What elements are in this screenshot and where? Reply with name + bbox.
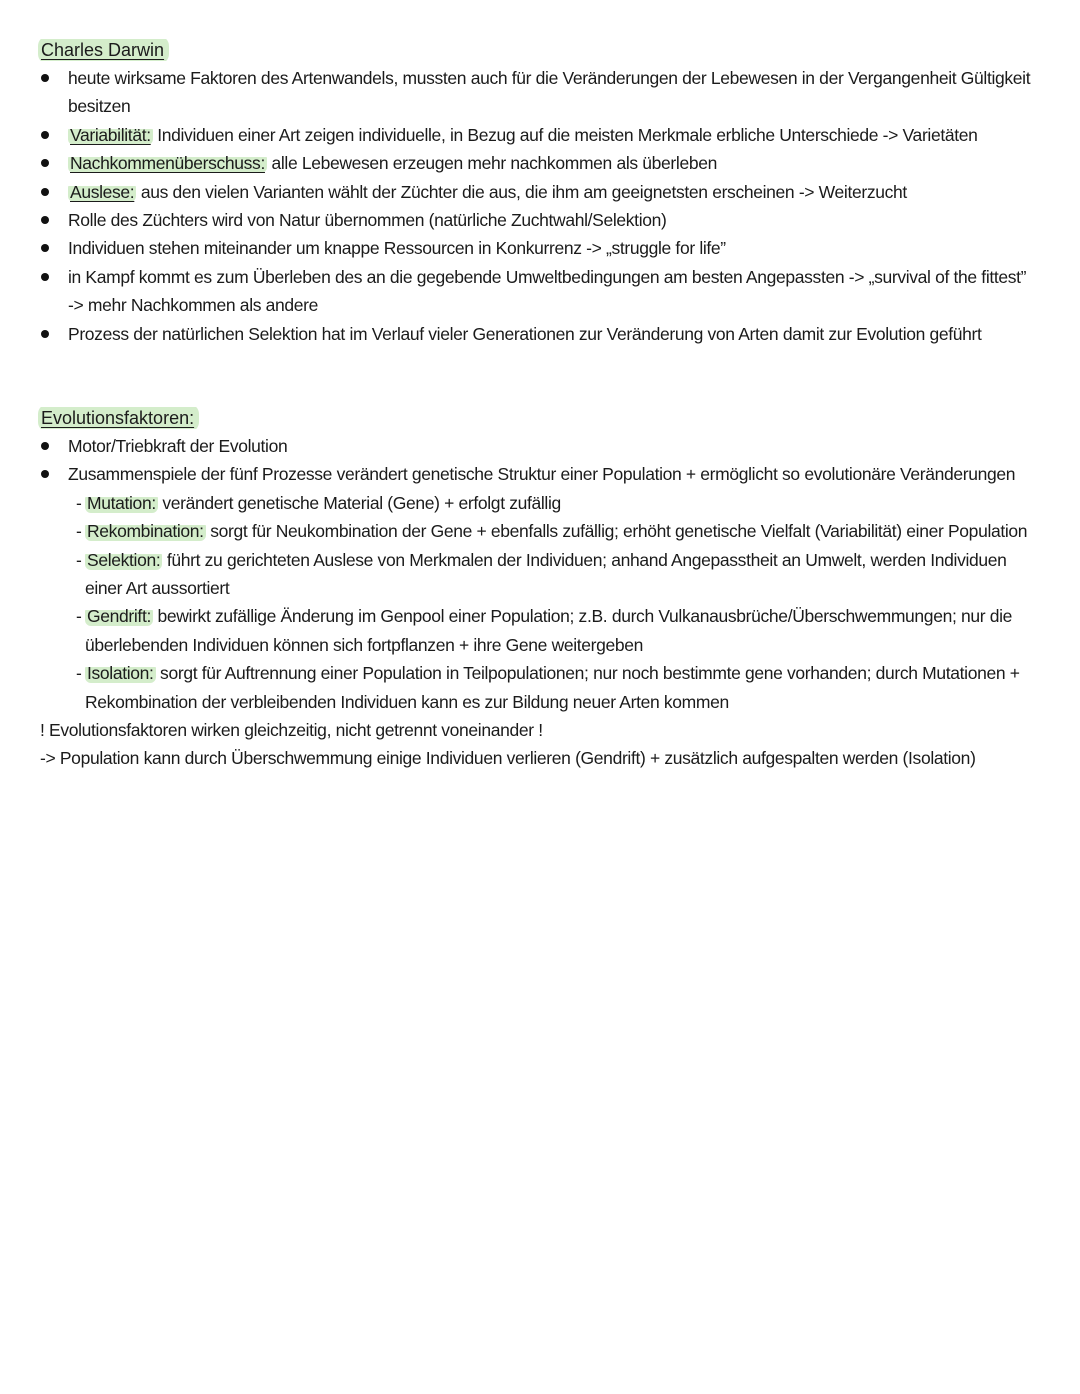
list-item <box>38 234 1048 262</box>
list-item <box>38 64 1048 121</box>
darwin-bullet-list <box>38 64 1048 348</box>
darwin-heading: Charles Darwin <box>38 36 169 64</box>
bullet-icon <box>41 330 49 338</box>
item-text: Individuen einer Art zeigen individuelle, in Bezug auf die meisten Merkmale erbliche Unterschiede -> Varietäten <box>152 124 978 145</box>
bullet-icon <box>41 188 49 196</box>
factor-item-isolation <box>38 659 1048 716</box>
factor-list <box>38 489 1048 716</box>
factor-item-mutation <box>38 489 1048 517</box>
darwin-section <box>38 36 1048 348</box>
dash-marker: - <box>76 521 82 542</box>
factor-term: Selektion: <box>87 549 161 570</box>
item-term: Nachkommenüberschuss: <box>70 153 265 174</box>
factor-text: bewirkt zufällige Änderung im Genpool einer Population; z.B. durch Vulkanausbrüche/Überschwemmungen; nur die überlebenden Individuen können sich fortpflanzen + ihre Gene weitergeben <box>85 606 1013 655</box>
bullet-icon <box>41 442 49 450</box>
factor-text: sorgt für Neukombination der Gene + ebenfalls zufällig; erhöht genetische Vielfalt (Variabilität) einer Population <box>205 521 1028 542</box>
item-text: in Kampf kommt es zum Überleben des an die gegebende Umweltbedingungen am besten Angepassten -> „survival of the fittest” <box>68 266 1027 287</box>
factor-term: Gendrift: <box>87 606 151 627</box>
list-item <box>38 460 1048 488</box>
factor-term: Mutation: <box>87 492 156 513</box>
list-item <box>38 432 1048 460</box>
list-item <box>38 121 1048 149</box>
factor-item-rekombination <box>38 517 1048 545</box>
bullet-icon <box>41 159 49 167</box>
dash-marker: - <box>76 492 82 513</box>
list-item <box>38 320 1048 348</box>
list-item <box>38 149 1048 177</box>
item-text: Individuen stehen miteinander um knappe Ressourcen in Konkurrenz -> „struggle for life” <box>68 238 726 259</box>
list-item <box>38 206 1048 234</box>
item-text: heute wirksame Faktoren des Artenwandels, mussten auch für die Veränderungen der Lebewesen in der Vergangenheit Gültigkeit besitzen <box>68 68 1031 117</box>
dash-marker: - <box>76 549 82 570</box>
item-continuation: -> mehr Nachkommen als andere <box>68 295 319 316</box>
item-term: Variabilität: <box>70 124 151 145</box>
note-example: -> Population kann durch Überschwemmung einige Individuen verlieren (Gendrift) + zusätzlich aufgespalten werden (Isolation) <box>40 748 976 769</box>
dash-marker: - <box>76 606 82 627</box>
factor-text: sorgt für Auftrennung einer Population in Teilpopulationen; nur noch bestimmte gene vorhanden; durch Mutationen + Rekombination der verbleibenden Individuen kann es zur Bildung neuer Arten kommen <box>85 663 1020 712</box>
factor-term: Isolation: <box>87 663 154 684</box>
item-text: Rolle des Züchters wird von Natur übernommen (natürliche Zuchtwahl/Selektion) <box>68 210 667 231</box>
factor-item-selektion <box>38 546 1048 603</box>
factor-text: verändert genetische Material (Gene) + erfolgt zufällig <box>157 492 561 513</box>
bullet-icon <box>41 216 49 224</box>
bullet-icon <box>41 244 49 252</box>
evolution-bullet-list <box>38 432 1048 489</box>
list-item <box>38 263 1048 320</box>
bullet-icon <box>41 74 49 82</box>
list-item <box>38 178 1048 206</box>
item-text: Zusammenspiele der fünf Prozesse verändert genetische Struktur einer Population + ermöglicht so evolutionäre Veränderungen <box>68 464 1016 485</box>
evolution-section <box>38 404 1048 773</box>
item-text: Motor/Triebkraft der Evolution <box>68 436 288 456</box>
item-text: Prozess der natürlichen Selektion hat im Verlauf vieler Generationen zur Veränderung von Arten damit zur Evolution geführt <box>68 323 982 344</box>
factor-term: Rekombination: <box>87 521 204 542</box>
evolution-heading: Evolutionsfaktoren: <box>38 404 199 432</box>
bullet-icon <box>41 131 49 139</box>
factor-item-gendrift <box>38 602 1048 659</box>
note-simultaneous: ! Evolutionsfaktoren wirken gleichzeitig, nicht getrennt voneinander ! <box>40 720 543 741</box>
item-text: alle Lebewesen erzeugen mehr nachkommen als überleben <box>266 153 717 174</box>
dash-marker: - <box>76 663 82 684</box>
factor-text: führt zu gerichteten Auslese von Merkmalen der Individuen; anhand Angepasstheit an Umwelt, werden Individuen einer Art aussortiert <box>85 549 1007 599</box>
bullet-icon <box>41 470 49 478</box>
item-text: aus den vielen Varianten wählt der Züchter die aus, die ihm am geeignetsten erscheinen -> Weiterzucht <box>136 181 907 202</box>
bullet-icon <box>41 273 49 281</box>
item-term: Auslese: <box>70 181 135 202</box>
